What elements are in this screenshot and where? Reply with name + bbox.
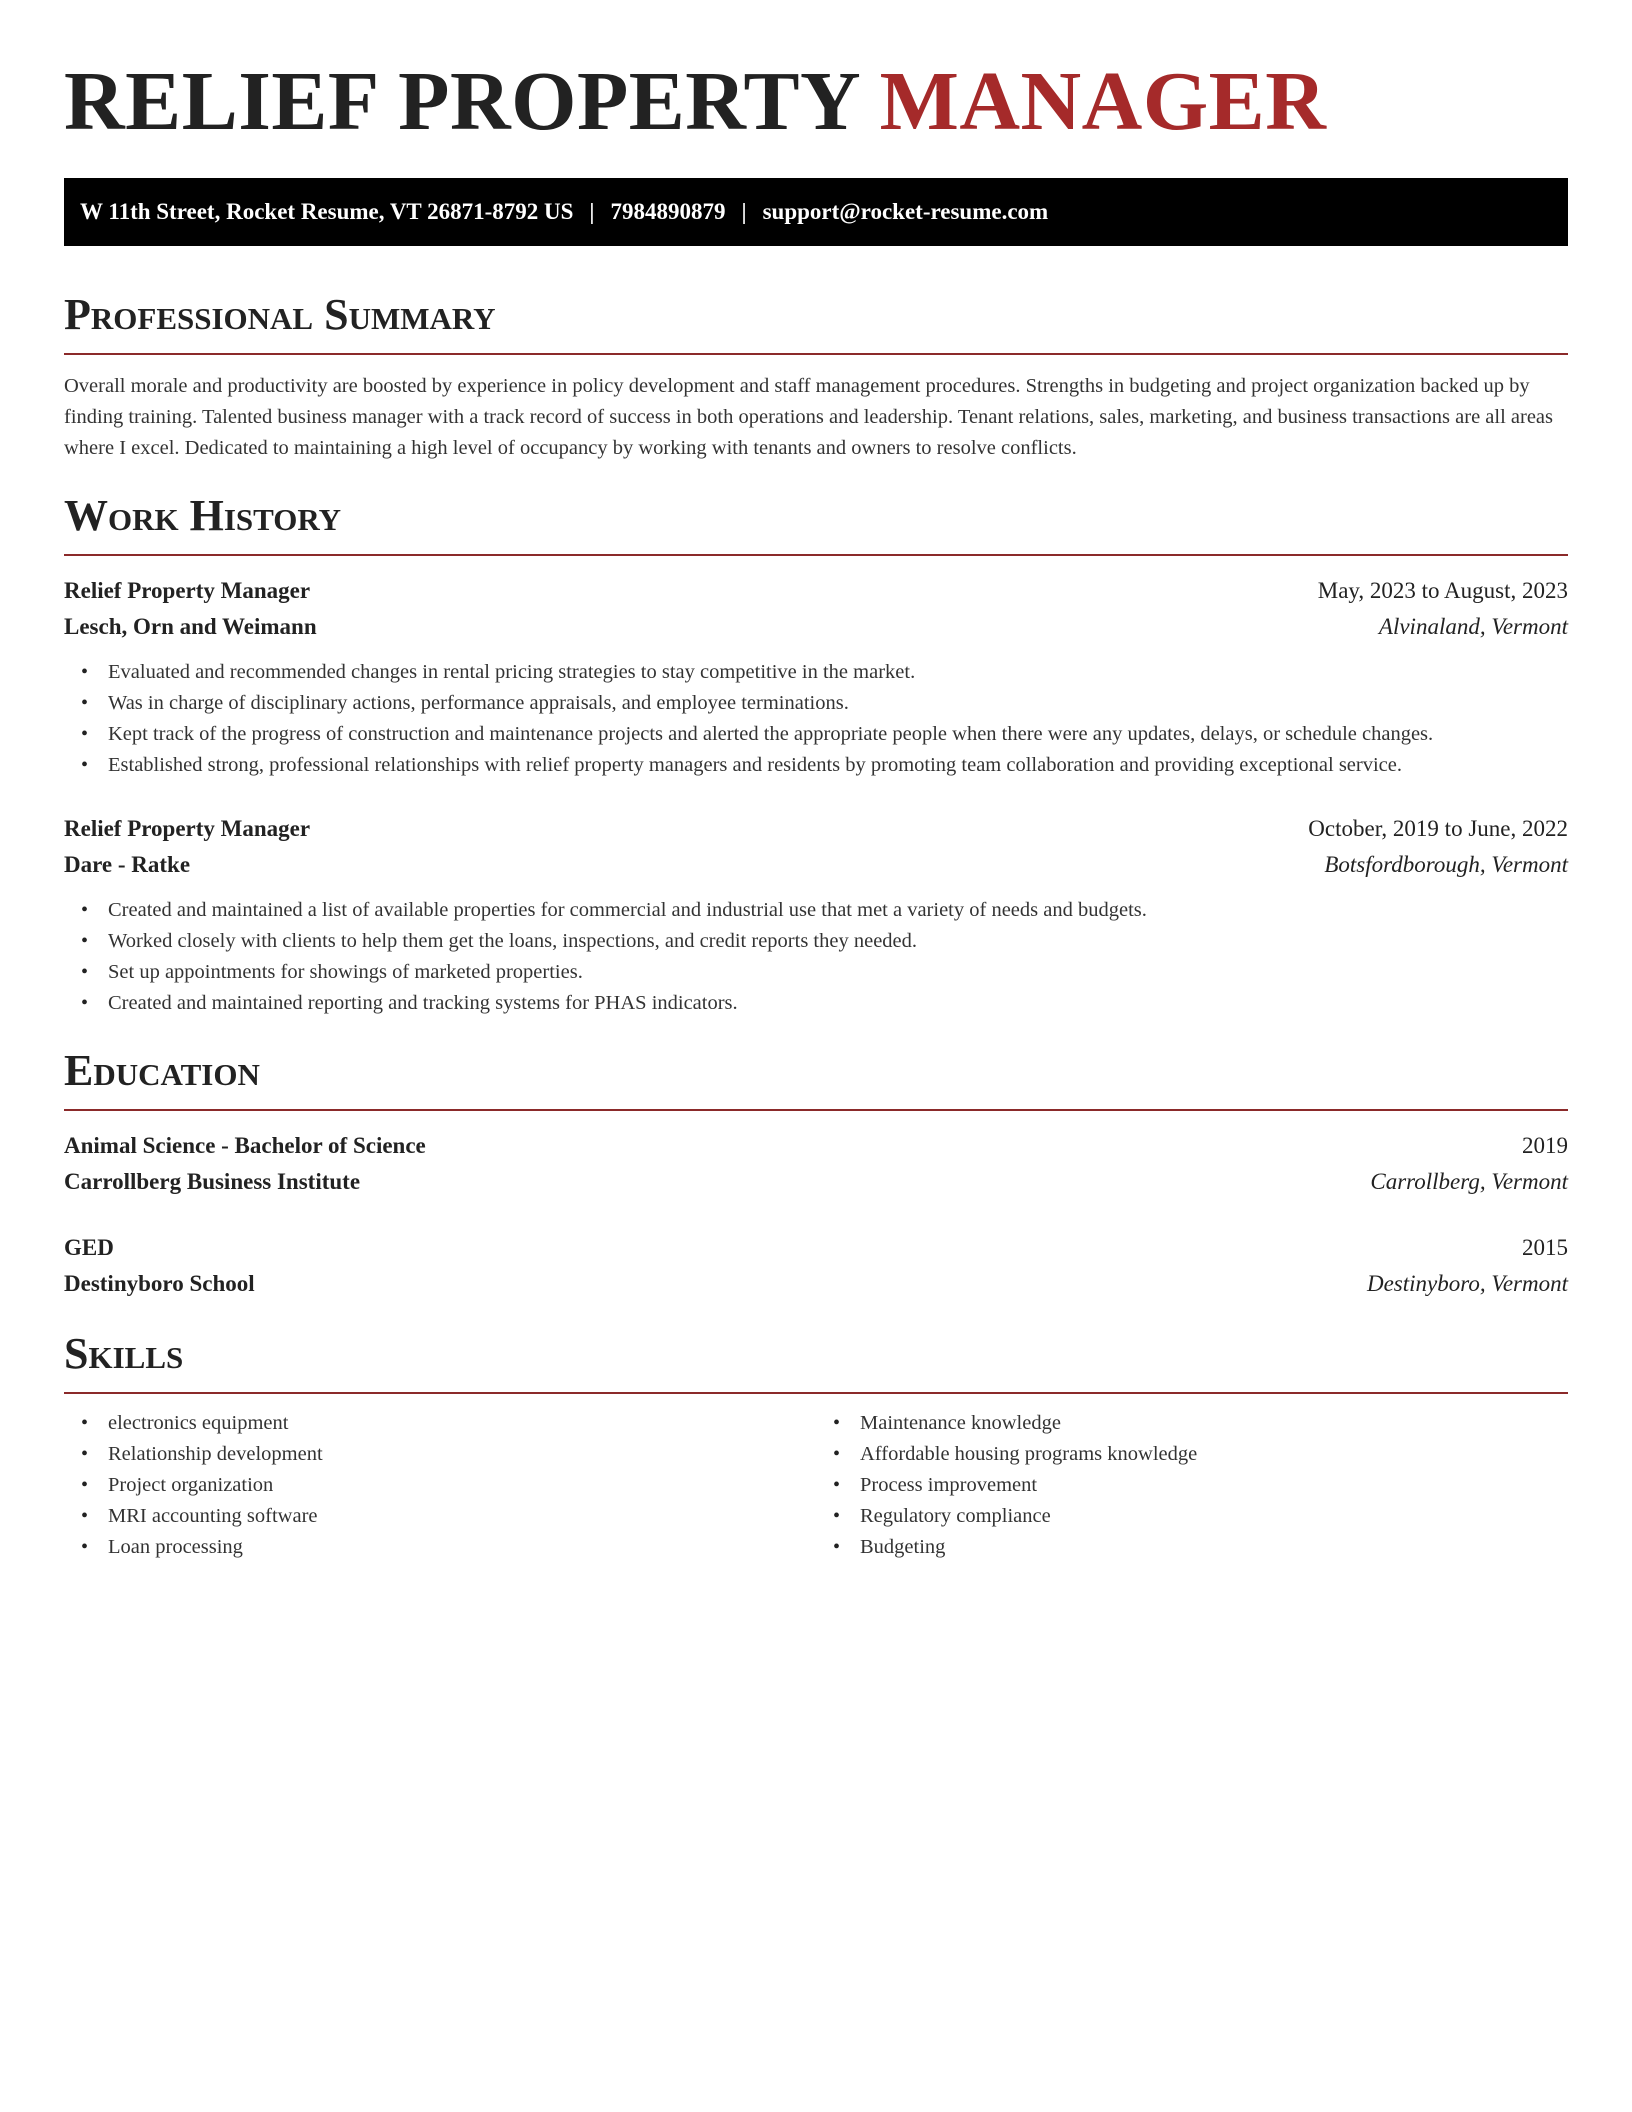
- job-bullet: • Set up appointments for showings of marketed properties.: [81, 957, 1568, 988]
- section-divider: [64, 1109, 1568, 1111]
- job-location: Alvinaland, Vermont: [1378, 614, 1568, 639]
- graduation-year: 2019: [1522, 1133, 1568, 1158]
- job-bullet: • Established strong, professional relationships with relief property managers and residents by promoting team collaboration and providing exceptional service.: [81, 750, 1568, 781]
- contact-separator: |: [589, 199, 595, 224]
- job-bullet: • Kept track of the progress of construction and maintenance projects and alerted the appropriate people when there were any updates, delays, or schedule changes.: [81, 719, 1568, 750]
- job-company: Lesch, Orn and Weimann: [64, 614, 317, 639]
- skills-column-left: [64, 1408, 816, 1563]
- contact-email: support@rocket-resume.com: [762, 199, 1049, 224]
- contact-bar: [64, 178, 1568, 246]
- education-entry: [64, 1230, 1568, 1302]
- skill-item: • Budgeting: [833, 1532, 1568, 1563]
- school-location: Carrollberg, Vermont: [1370, 1169, 1568, 1194]
- section-title-skills: Skills: [64, 1329, 184, 1378]
- graduation-year: 2015: [1522, 1235, 1568, 1260]
- work-history-section: [64, 489, 1568, 1019]
- skill-item: • Project organization: [81, 1470, 816, 1501]
- degree: GED: [64, 1235, 114, 1260]
- skill-item: • Loan processing: [81, 1532, 816, 1563]
- skill-item: • Relationship development: [81, 1439, 816, 1470]
- skills-column-right: [816, 1408, 1568, 1563]
- section-divider: [64, 1392, 1568, 1394]
- job-entry: [64, 811, 1568, 1019]
- skill-item: • Affordable housing programs knowledge: [833, 1439, 1568, 1470]
- contact-separator: |: [741, 199, 747, 224]
- job-bullets: [64, 895, 1568, 1019]
- section-title-work-history: Work History: [64, 491, 342, 540]
- section-divider: [64, 353, 1568, 355]
- skill-item: • MRI accounting software: [81, 1501, 816, 1532]
- section-divider: [64, 554, 1568, 556]
- school-name: Carrollberg Business Institute: [64, 1169, 361, 1194]
- job-entry: [64, 573, 1568, 781]
- skills-list: [64, 1408, 816, 1563]
- job-dates: May, 2023 to August, 2023: [1317, 578, 1568, 603]
- job-title: Relief Property Manager: [64, 816, 311, 841]
- skills-section: [64, 1327, 1568, 1563]
- school-location: Destinyboro, Vermont: [1366, 1271, 1568, 1296]
- job-bullet: • Evaluated and recommended changes in rental pricing strategies to stay competitive in the market.: [81, 657, 1568, 688]
- school-name: Destinyboro School: [64, 1271, 255, 1296]
- section-title-summary: Professional Summary: [64, 290, 496, 339]
- job-bullets: [64, 657, 1568, 781]
- contact-address: W 11th Street, Rocket Resume, VT 26871-8792 US: [80, 199, 574, 224]
- job-company: Dare - Ratke: [64, 852, 191, 877]
- summary-text: Overall morale and productivity are boosted by experience in policy development and staff management procedures. Strengths in budgeting and project organization backed up by finding training. Talented business manager with a track record of success in both operations and leadership. Tenant relations, sales, marketing, and business transactions are all areas where I excel. Dedicated to maintaining a high level of occupancy by working with tenants and owners to resolve conflicts.: [64, 375, 1554, 459]
- summary-section: [64, 288, 1568, 464]
- degree: Animal Science - Bachelor of Science: [64, 1133, 426, 1158]
- section-title-education: Education: [64, 1046, 260, 1095]
- skill-item: • Maintenance knowledge: [833, 1408, 1568, 1439]
- job-bullet: • Created and maintained reporting and tracking systems for PHAS indicators.: [81, 988, 1568, 1019]
- skill-item: • Regulatory compliance: [833, 1501, 1568, 1532]
- education-section: [64, 1044, 1568, 1302]
- job-location: Botsfordborough, Vermont: [1324, 852, 1568, 877]
- job-bullet: • Was in charge of disciplinary actions, performance appraisals, and employee terminations.: [81, 688, 1568, 719]
- contact-phone: 7984890879: [610, 199, 726, 224]
- name-part-1: RELIEF PROPERTY: [64, 55, 859, 148]
- candidate-name: [64, 52, 1568, 152]
- name-part-2: MANAGER: [879, 55, 1327, 148]
- job-bullet: • Created and maintained a list of available properties for commercial and industrial use that met a variety of needs and budgets.: [81, 895, 1568, 926]
- skill-item: • electronics equipment: [81, 1408, 816, 1439]
- skill-item: • Process improvement: [833, 1470, 1568, 1501]
- skills-grid: [64, 1408, 1568, 1563]
- job-title: Relief Property Manager: [64, 578, 311, 603]
- job-bullet: • Worked closely with clients to help them get the loans, inspections, and credit reports they needed.: [81, 926, 1568, 957]
- skills-list: [816, 1408, 1568, 1563]
- job-dates: October, 2019 to June, 2022: [1308, 816, 1568, 841]
- education-entry: [64, 1128, 1568, 1200]
